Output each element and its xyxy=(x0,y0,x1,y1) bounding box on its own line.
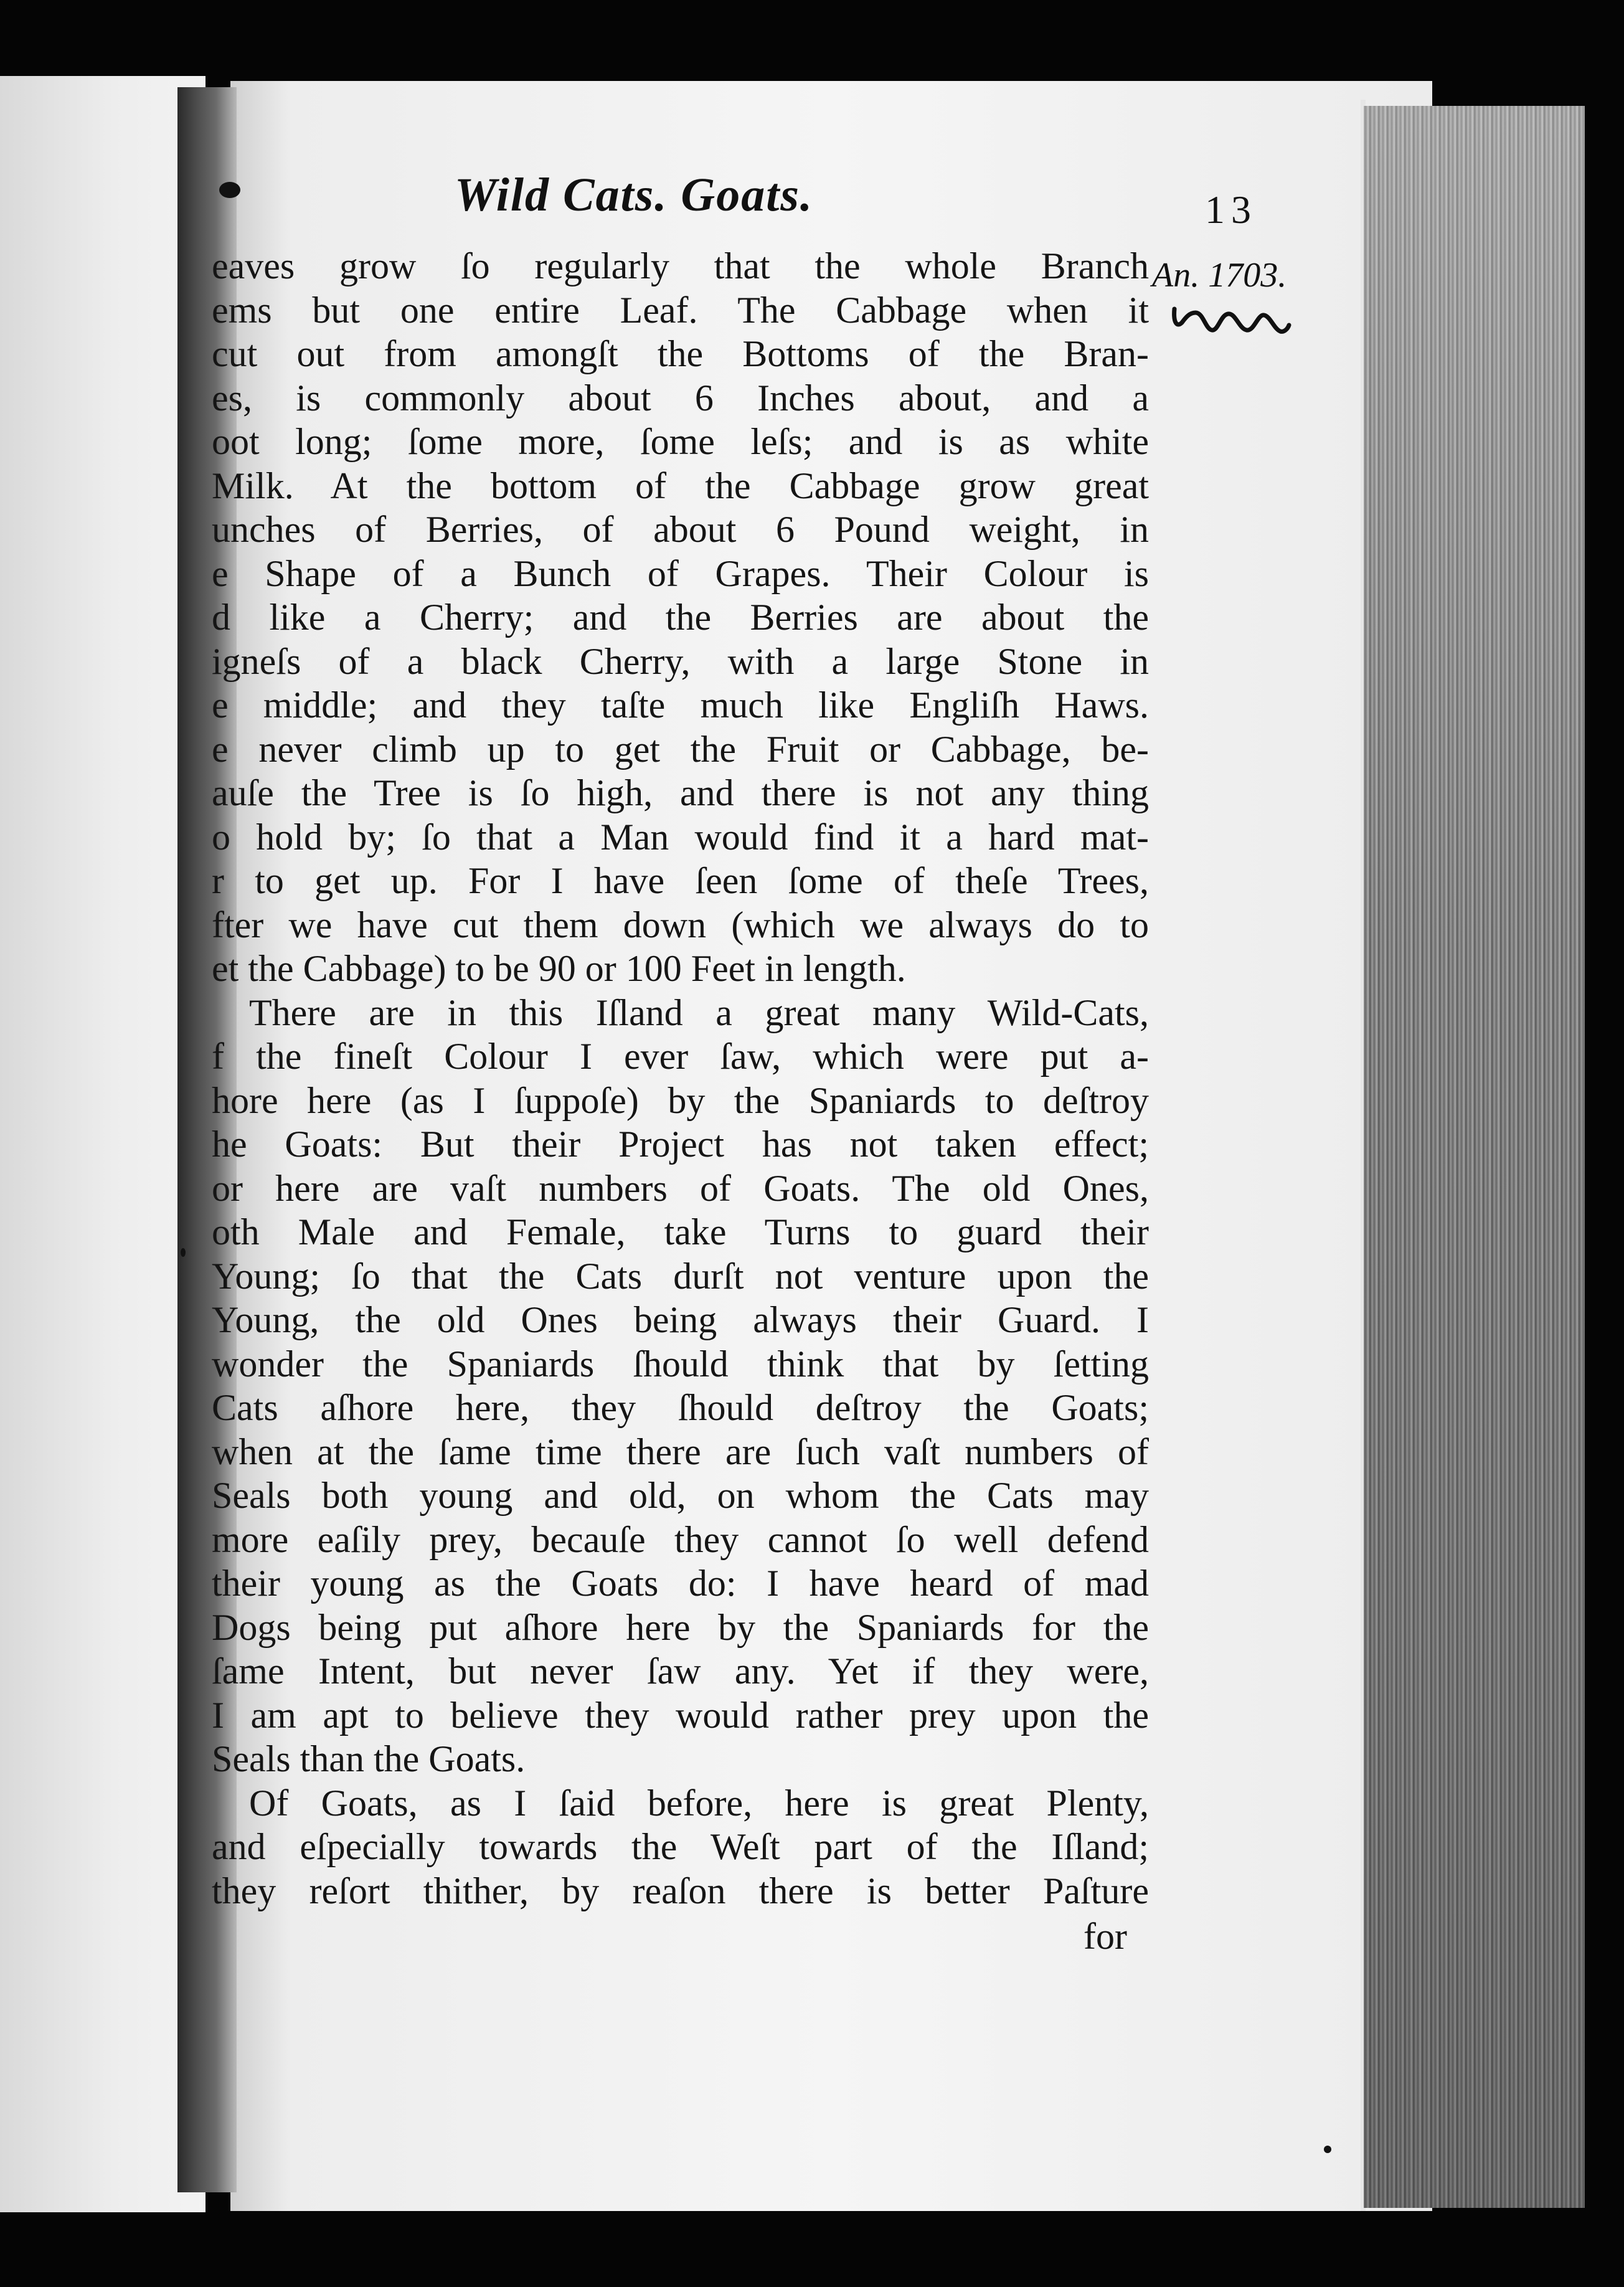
text-line: their young as the Goats do: I have heard of mad xyxy=(212,1563,1149,1604)
text-line: Young, the old Ones being always their Guard. I xyxy=(212,1299,1149,1340)
catchword: for xyxy=(1083,1916,1127,1957)
ink-speck xyxy=(181,1248,186,1257)
ink-speck xyxy=(1324,2146,1331,2153)
text-line: Milk. At the bottom of the Cabbage grow great xyxy=(212,465,1149,506)
text-line: ems but one entire Leaf. The Cabbage when it xyxy=(212,289,1149,331)
running-title: Wild Cats. Goats. xyxy=(455,169,813,221)
text-line: he Goats: But their Project has not taken effect; xyxy=(212,1124,1149,1165)
text-line: e middle; and they taſte much like Engliſh Haws. xyxy=(212,684,1149,726)
text-line: Seals both young and old, on whom the Cats may xyxy=(212,1475,1149,1516)
text-line: oth Male and Female, take Turns to guard their xyxy=(212,1211,1149,1252)
text-line: fter we have cut them down (which we always do to xyxy=(212,904,1149,945)
text-line: f the fineſt Colour I ever ſaw, which were put a- xyxy=(212,1036,1149,1077)
text-line: d like a Cherry; and the Berries are about the xyxy=(212,597,1149,638)
text-line: cut out from amongſt the Bottoms of the Bran- xyxy=(212,333,1149,374)
body-text xyxy=(212,244,1149,1913)
ink-blot xyxy=(219,182,240,198)
flourish-ornament xyxy=(1171,304,1292,341)
text-line: Dogs being put aſhore here by the Spaniards for the xyxy=(212,1606,1149,1648)
text-line: I am apt to believe they would rather prey upon the xyxy=(212,1694,1149,1736)
text-line: Cats aſhore here, they ſhould deſtroy the Goats; xyxy=(212,1387,1149,1428)
book-fore-edge xyxy=(1364,106,1585,2208)
text-line: oot long; ſome more, ſome leſs; and is as white xyxy=(212,421,1149,462)
text-line: and eſpecially towards the Weſt part of the Iſland; xyxy=(212,1826,1149,1867)
text-line: ſame Intent, but never ſaw any. Yet if they were, xyxy=(212,1650,1149,1692)
page-number: 13 xyxy=(1205,187,1257,232)
text-line: unches of Berries, of about 6 Pound weight, in xyxy=(212,509,1149,550)
text-line: There are in this Iſland a great many Wild-Cats, xyxy=(249,992,1149,1033)
text-line: more eaſily prey, becauſe they cannot ſo well defend xyxy=(212,1518,1149,1560)
text-line: r to get up. For I have ſeen ſome of theſe Trees, xyxy=(212,860,1149,901)
text-line: es, is commonly about 6 Inches about, and a xyxy=(212,377,1149,419)
text-line: et the Cabbage) to be 90 or 100 Feet in length. xyxy=(212,948,906,989)
text-line: e Shape of a Bunch of Grapes. Their Colour is xyxy=(212,552,1149,594)
facing-page-edge xyxy=(0,76,205,2212)
text-line: when at the ſame time there are ſuch vaſt numbers of xyxy=(212,1431,1149,1472)
text-line: Of Goats, as I ſaid before, here is great Plenty, xyxy=(249,1782,1149,1824)
text-line: eaves grow ſo regularly that the whole Branch xyxy=(212,245,1149,286)
text-line: Seals than the Goats. xyxy=(212,1738,526,1779)
text-line: Young; ſo that the Cats durſt not venture upon the xyxy=(212,1255,1149,1297)
text-line: e never climb up to get the Fruit or Cabbage, be- xyxy=(212,728,1149,770)
text-line: wonder the Spaniards ſhould think that by ſetting xyxy=(212,1343,1149,1385)
margin-year: An. 1703. xyxy=(1152,256,1287,295)
text-line: igneſs of a black Cherry, with a large Stone in xyxy=(212,640,1149,682)
text-line: or here are vaſt numbers of Goats. The old Ones, xyxy=(212,1167,1149,1209)
text-line: hore here (as I ſuppoſe) by the Spaniards to deſtroy xyxy=(212,1079,1149,1121)
text-line: auſe the Tree is ſo high, and there is not any thing xyxy=(212,772,1149,813)
text-line: they reſort thither, by reaſon there is better Paſture xyxy=(212,1870,1149,1911)
text-line: o hold by; ſo that a Man would find it a hard mat- xyxy=(212,816,1149,858)
